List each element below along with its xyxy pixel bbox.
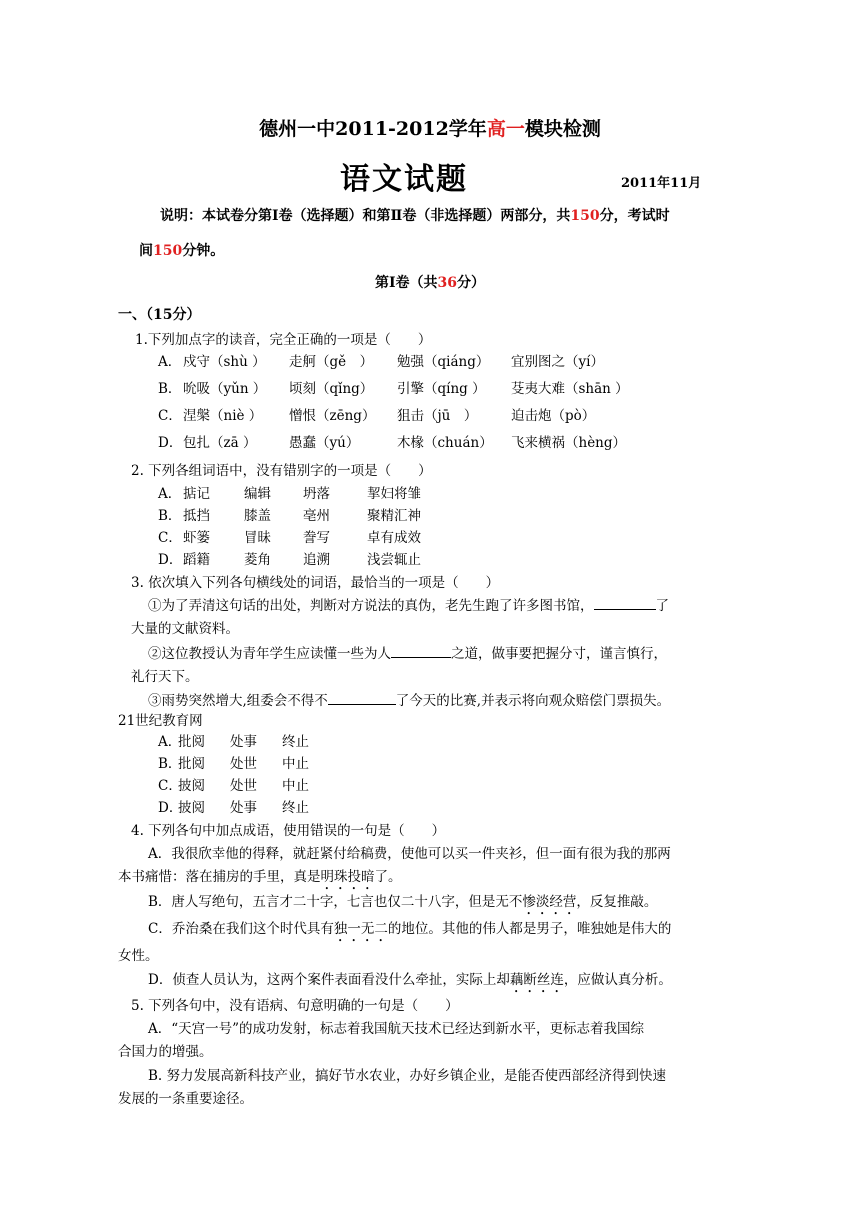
sentence-text: 之道，做事要把握分寸，谨言慎行， <box>451 646 667 662</box>
option-item: 蹈籍 <box>183 552 210 568</box>
option-item: 木椽（chuán） <box>397 435 493 451</box>
watermark-text: 21世纪教育网 <box>118 713 203 729</box>
question-4-stem: 4. 下列各句中加点成语，使用错误的一句是（ ） <box>131 823 446 839</box>
q4-option-c-cont: 女性。 <box>118 948 159 964</box>
exam-title <box>0 114 860 141</box>
q4-option-c <box>148 917 671 945</box>
option-item: 抵挡 <box>183 508 210 524</box>
fill-blank <box>328 690 396 705</box>
option-label: D． <box>158 435 183 451</box>
option-item: 追溯 <box>303 552 330 568</box>
sentence-text: ，反复推敲。 <box>576 894 658 910</box>
option-item: 掂记 <box>183 486 210 502</box>
option-item: 披阅 <box>178 778 205 794</box>
option-label: D． <box>158 800 183 816</box>
option-label: A． <box>158 734 182 750</box>
question-1-stem: 1.下列加点字的读音，完全正确的一项是（ ） <box>135 332 432 348</box>
option-label: C． <box>158 778 182 794</box>
option-item: 终止 <box>282 734 309 750</box>
option-item: 走舸（gě ） <box>289 354 374 370</box>
title-suffix: 模块检测 <box>524 118 601 140</box>
option-item: 中止 <box>282 778 309 794</box>
option-item: 处事 <box>230 734 257 750</box>
option-item: 宜别图之（yí） <box>511 354 604 370</box>
option-item: 批阅 <box>178 756 205 772</box>
option-item: 引擎（qíng ） <box>397 381 486 397</box>
exam-date: 2011年11月 <box>621 176 702 191</box>
option-item: 顷刻（qǐng） <box>289 381 374 397</box>
option-label: D． <box>158 552 183 568</box>
option-item: 冒昧 <box>244 530 271 546</box>
title-prefix: 德州一中2011-2012学年 <box>259 118 487 140</box>
option-item: 坍落 <box>303 486 330 502</box>
option-item: 卓有成效 <box>367 530 421 546</box>
option-item: 挈妇将雏 <box>367 486 421 502</box>
option-label: A． <box>158 486 182 502</box>
sentence-text: ，应做认真分析。 <box>563 972 672 988</box>
q3-sentence-2-cont: 礼行天下。 <box>131 669 199 685</box>
q3-sentence-2 <box>148 642 667 662</box>
exam-duration: 150 <box>153 243 183 259</box>
option-label: C． <box>158 408 182 424</box>
option-item: 戍守（shù ） <box>183 354 266 370</box>
question-5-stem: 5. 下列各句中，没有语病、句意明确的一句是（ ） <box>131 998 459 1014</box>
option-item: 飞来横祸（hèng） <box>511 435 627 451</box>
sentence-text: C．乔治桑在我们这个时代具有 <box>148 921 334 937</box>
idiom-marked: 藕断丝连 <box>509 972 564 988</box>
q4-option-b <box>148 890 657 918</box>
sentence-text: D．侦查人员认为，这两个案件表面看没什么牵扯，实际上却 <box>148 972 510 988</box>
option-item: 憎恨（zēng） <box>289 408 376 424</box>
option-item: 誊写 <box>303 530 330 546</box>
section-text: 第Ⅰ卷（共 <box>374 275 438 291</box>
intro-line-2 <box>139 240 224 260</box>
q5-option-b: B. 努力发展高新科技产业，搞好节水农业，办好乡镇企业，是能否使西部经济得到快速 <box>148 1068 667 1084</box>
sentence-text: ①为了弄清这句话的出处，判断对方说法的真伪，老先生跑了许多图书馆， <box>148 598 594 614</box>
option-item: 聚精汇神 <box>367 508 421 524</box>
option-item: 勉强（qiáng） <box>397 354 490 370</box>
intro-text: 间 <box>139 243 153 259</box>
q3-sentence-3 <box>148 689 670 709</box>
option-item: 狙击（jū ） <box>397 408 478 424</box>
q5-option-a-cont: 合国力的增强。 <box>118 1044 213 1060</box>
sentence-text: 了。 <box>374 869 402 885</box>
subject-title: 语文试题 <box>340 162 468 197</box>
q4-option-a: A．我很欣幸他的得释，就赶紧付给稿费，使他可以买一件夹衫，但一面有很为我的那两 <box>148 846 671 862</box>
option-item: 芟夷大难（shān ） <box>511 381 629 397</box>
idiom-marked: 明珠投暗 <box>320 869 375 885</box>
intro-text: 说明：本试卷分第Ⅰ卷（选择题）和第Ⅱ卷（非选择题）两部分，共 <box>160 208 571 224</box>
q5-option-a: A．“天宫一号”的成功发射，标志着我国航天技术已经达到新水平，更标志着我国综 <box>148 1021 645 1037</box>
option-item: 批阅 <box>178 734 205 750</box>
section-heading <box>0 272 860 292</box>
option-item: 编辑 <box>244 486 271 502</box>
option-item: 披阅 <box>178 800 205 816</box>
option-item: 浅尝辄止 <box>367 552 421 568</box>
sentence-text: 本书痛惜：落在捕房的手里，真是 <box>118 869 321 885</box>
q3-sentence-1-cont: 大量的文献资料。 <box>131 621 239 637</box>
option-item: 虾篓 <box>183 530 210 546</box>
total-score: 150 <box>570 208 600 224</box>
question-3-stem: 3. 依次填入下列各句横线处的词语，最恰当的一项是（ ） <box>131 575 500 591</box>
option-item: 终止 <box>282 800 309 816</box>
fill-blank <box>391 643 451 658</box>
q4-option-d <box>148 968 672 996</box>
idiom-marked: 惨淡经营 <box>522 894 577 910</box>
sentence-text: ②这位教授认为青年学生应读懂一些为人 <box>148 646 391 662</box>
option-item: 中止 <box>282 756 309 772</box>
q5-option-b-cont: 发展的一条重要途径。 <box>118 1091 253 1107</box>
option-label: B． <box>158 508 182 524</box>
option-item: 处世 <box>230 756 257 772</box>
option-label: B． <box>158 756 182 772</box>
option-label: A． <box>158 354 182 370</box>
option-item: 亳州 <box>303 508 330 524</box>
section-score: 36 <box>437 275 458 291</box>
part-heading: 一、（15分） <box>118 307 201 323</box>
sentence-text: 了 <box>655 598 669 614</box>
intro-line-1 <box>160 205 670 225</box>
intro-text: 分钟。 <box>182 243 225 259</box>
sentence-text: 了今天的比赛,并表示将向观众赔偿门票损失。 <box>395 693 671 709</box>
option-item: 迫击炮（pò） <box>511 408 596 424</box>
sentence-text: B．唐人写绝句，五言才二十字，七言也仅二十八字，但是无不 <box>148 894 523 910</box>
q4-option-a-cont <box>118 865 402 893</box>
option-item: 包扎（zā ） <box>183 435 257 451</box>
sentence-text: 的地位。其他的伟人都是男子，唯独她是伟大的 <box>387 921 672 937</box>
option-item: 吮吸（yǔn ） <box>183 381 267 397</box>
option-item: 菱角 <box>244 552 271 568</box>
option-item: 涅槃（niè ） <box>183 408 263 424</box>
option-label: C． <box>158 530 182 546</box>
option-label: B． <box>158 381 182 397</box>
option-item: 处世 <box>230 778 257 794</box>
section-text: 分） <box>457 275 486 291</box>
fill-blank <box>594 595 656 610</box>
q3-sentence-1 <box>148 594 669 614</box>
sentence-text: ③雨势突然增大,组委会不得不 <box>148 693 328 709</box>
intro-text: 分，考试时 <box>599 208 670 224</box>
option-item: 愚蠢（yú） <box>289 435 360 451</box>
option-item: 膝盖 <box>244 508 271 524</box>
idiom-marked: 独一无二 <box>333 921 388 937</box>
option-item: 处事 <box>230 800 257 816</box>
question-2-stem: 2. 下列各组词语中，没有错别字的一项是（ ） <box>131 463 432 479</box>
title-grade: 高一 <box>486 118 525 140</box>
